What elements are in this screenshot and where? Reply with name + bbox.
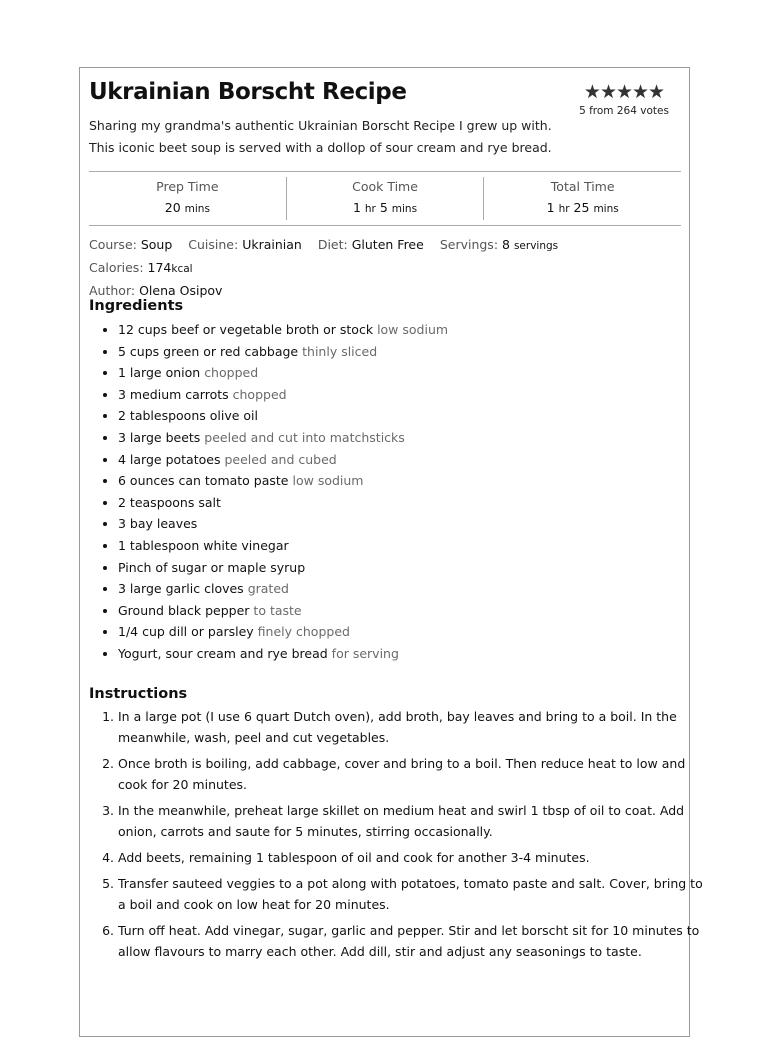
- instructions-heading: Instructions: [89, 686, 188, 702]
- ingredient-item: [118, 492, 448, 514]
- meta-course-value: Soup: [140, 237, 173, 252]
- ingredient-item: [118, 535, 448, 557]
- ingredient-note: for serving: [331, 645, 399, 661]
- ingredient-note: peeled and cut into matchsticks: [204, 429, 405, 445]
- cook-time-label: Cook Time: [352, 179, 418, 194]
- recipe-times: [89, 171, 681, 226]
- ingredient-item: [118, 643, 448, 665]
- meta-calories-value: 174: [147, 260, 172, 275]
- ingredient-text: Yogurt, sour cream and rye bread: [118, 645, 328, 661]
- recipe-card: [79, 67, 703, 1037]
- total-time-minutes: 25: [573, 200, 590, 215]
- ingredient-note: grated: [247, 581, 289, 597]
- ingredient-text: 4 large potatoes: [118, 451, 221, 467]
- cook-time-minutes: 5: [379, 200, 388, 215]
- ingredient-note: peeled and cubed: [224, 451, 337, 467]
- meta-cuisine-value: Ukrainian: [242, 237, 302, 252]
- ingredient-item: [118, 470, 448, 492]
- ingredient-text: 5 cups green or red cabbage: [118, 343, 299, 359]
- total-time-value: [484, 196, 681, 221]
- prep-time: [89, 172, 286, 225]
- prep-time-label: Prep Time: [156, 179, 219, 194]
- ingredient-item: [118, 427, 448, 449]
- total-time-minutes-unit: mins: [593, 203, 619, 215]
- meta-diet-label: Diet:: [317, 237, 348, 252]
- ingredient-note: low sodium: [292, 473, 364, 489]
- ingredient-note: chopped: [232, 386, 287, 402]
- meta-servings: [440, 237, 558, 252]
- cook-time: [286, 177, 484, 220]
- instructions-list: [89, 706, 703, 967]
- ingredient-note: chopped: [204, 365, 259, 381]
- ingredient-text: 1 tablespoon white vinegar: [118, 537, 289, 553]
- ingredient-text: Pinch of sugar or maple syrup: [118, 559, 306, 575]
- ingredient-text: 6 ounces can tomato paste: [118, 473, 289, 489]
- ingredient-text: 12 cups beef or vegetable broth or stock: [118, 322, 374, 337]
- ingredient-text: 3 medium carrots: [118, 386, 229, 402]
- recipe-title: Ukrainian Borscht Recipe: [89, 79, 407, 105]
- cook-time-minutes-unit: mins: [391, 203, 418, 215]
- ingredient-item: [118, 384, 448, 406]
- prep-time-unit: mins: [184, 203, 210, 215]
- meta-cuisine: [188, 237, 302, 252]
- meta-author-label: Author:: [89, 283, 136, 298]
- ingredient-note: to taste: [253, 602, 302, 618]
- instruction-step: 2. Once broth is boiling, add cabbage, cover and bring to a boil. Then reduce heat to low and cook for 20 minutes.: [118, 753, 703, 795]
- meta-author-value: Olena Osipov: [139, 283, 223, 298]
- ingredient-note: low sodium: [377, 322, 449, 337]
- ingredients-heading: Ingredients: [89, 298, 184, 314]
- total-time: [483, 177, 681, 220]
- prep-time-value: [89, 196, 286, 221]
- instruction-step: 6. Turn off heat. Add vinegar, sugar, garlic and pepper. Stir and let borscht sit for 10 minutes to allow flavours to marry each other. Add dill, stir and adjust any seasonings to taste.: [118, 920, 703, 962]
- ingredient-note: thinly sliced: [302, 343, 378, 359]
- ingredients-list: [89, 319, 448, 665]
- meta-servings-unit: servings: [513, 240, 559, 252]
- ingredient-item: [118, 557, 448, 579]
- ingredient-item: [118, 362, 448, 384]
- ingredient-item: [118, 341, 448, 363]
- ingredient-item: [118, 578, 448, 600]
- meta-diet: [318, 237, 424, 252]
- ingredient-text: Ground black pepper: [118, 602, 250, 618]
- ingredient-text: 2 tablespoons olive oil: [118, 408, 258, 424]
- ingredient-item: [118, 405, 448, 427]
- cook-time-value: [287, 196, 484, 221]
- cook-time-hours-unit: hr: [364, 203, 376, 215]
- meta-cuisine-label: Cuisine:: [188, 237, 239, 252]
- rating[interactable]: [569, 81, 679, 117]
- instruction-step: 3. In the meanwhile, preheat large skillet on medium heat and swirl 1 tbsp of oil to coat. Add onion, carrots and saute for 5 minutes, stirring occasionally.: [118, 800, 703, 842]
- instruction-step: 5. Transfer sauteed veggies to a pot along with potatoes, tomato paste and salt. Cover, bring to a boil and cook on low heat for 20 minutes.: [118, 873, 703, 915]
- ingredient-text: 1/4 cup dill or parsley: [118, 624, 254, 640]
- ingredient-text: 1 large onion: [118, 365, 201, 381]
- prep-time-number: 20: [164, 200, 181, 215]
- instruction-step: 4. Add beets, remaining 1 tablespoon of oil and cook for another 3-4 minutes.: [118, 847, 703, 868]
- meta-course: [89, 237, 172, 252]
- recipe-meta: [89, 234, 681, 302]
- ingredient-text: 3 bay leaves: [118, 516, 198, 532]
- meta-author: [89, 283, 222, 298]
- ingredient-note: finely chopped: [257, 624, 350, 640]
- ingredient-text: 2 teaspoons salt: [118, 494, 221, 510]
- ingredient-item: [118, 513, 448, 535]
- ingredient-item: [118, 621, 448, 643]
- ingredient-text: 3 large garlic cloves: [118, 581, 244, 597]
- star-rating-icons[interactable]: ★★★★★: [583, 81, 665, 103]
- meta-servings-value[interactable]: 8: [502, 237, 510, 252]
- total-time-hours-unit: hr: [558, 203, 570, 215]
- instruction-step: 1. In a large pot (I use 6 quart Dutch oven), add broth, bay leaves and bring to a boil. In the meanwhile, wash, peel and cut vegetables.: [118, 706, 703, 748]
- rating-votes: 5 from 264 votes: [579, 105, 669, 117]
- ingredient-item: [118, 449, 448, 471]
- recipe-summary: Sharing my grandma's authentic Ukrainian Borscht Recipe I grew up with. This iconic beet soup is served with a dollop of sour cream and rye bread.: [89, 118, 552, 155]
- meta-course-label: Course:: [89, 237, 137, 252]
- meta-diet-value: Gluten Free: [351, 237, 424, 252]
- ingredient-item: [118, 600, 448, 622]
- meta-servings-label: Servings:: [439, 237, 499, 252]
- meta-calories-label: Calories:: [89, 260, 144, 275]
- ingredient-text: 3 large beets: [118, 429, 201, 445]
- ingredient-item: [118, 319, 448, 341]
- cook-time-hours: 1: [352, 200, 361, 215]
- meta-calories: [89, 260, 193, 275]
- total-time-label: Total Time: [550, 179, 615, 194]
- total-time-hours: 1: [546, 200, 555, 215]
- meta-calories-unit: kcal: [171, 263, 193, 275]
